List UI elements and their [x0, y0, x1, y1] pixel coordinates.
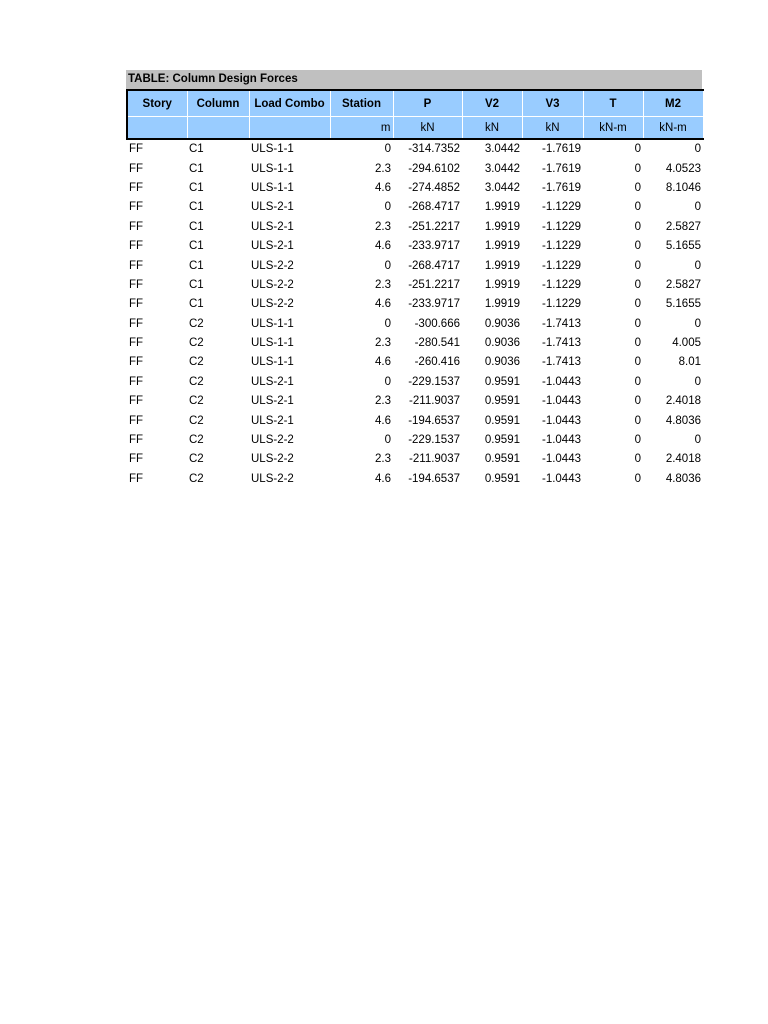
table-row: [127, 139, 703, 159]
header-station: Station: [330, 90, 393, 117]
unit-v2: kN: [462, 117, 522, 140]
cell-p: -233.9717: [408, 298, 460, 311]
cell-story: FF: [129, 220, 144, 233]
cell-story: FF: [129, 259, 144, 272]
cell-p: -294.6102: [408, 162, 460, 175]
cell-column: C2: [189, 414, 204, 427]
cell-station: 4.6: [375, 240, 391, 253]
cell-column: C1: [189, 240, 204, 253]
cell-p: -229.1537: [408, 375, 460, 388]
cell-station: 2.3: [375, 162, 391, 175]
table-row: [127, 179, 703, 198]
cell-t: 0: [634, 298, 641, 311]
cell-p: -274.4852: [408, 181, 460, 194]
cell-v3: -1.0443: [541, 453, 581, 466]
header-t: T: [583, 90, 643, 117]
cell-m2: 2.5827: [665, 278, 701, 291]
cell-v3: -1.1229: [541, 220, 581, 233]
cell-t: 0: [634, 414, 641, 427]
cell-column: C2: [189, 317, 204, 330]
cell-m2: 5.1655: [665, 240, 701, 253]
table-row: [127, 450, 703, 469]
cell-m2: 8.1046: [665, 181, 701, 194]
header-load-combo: Load Combo: [249, 90, 330, 117]
cell-v2: 0.9036: [484, 356, 520, 369]
cell-story: FF: [129, 356, 144, 369]
table-body: [127, 139, 703, 489]
cell-t: 0: [634, 337, 641, 350]
unit-p: kN: [393, 117, 462, 140]
cell-load-combo: ULS-1-1: [251, 356, 294, 369]
unit-m2: kN-m: [643, 117, 703, 140]
cell-column: C1: [189, 278, 204, 291]
cell-v2: 0.9591: [484, 375, 520, 388]
cell-station: 0: [384, 259, 391, 272]
table-title: TABLE: Column Design Forces: [126, 70, 702, 89]
cell-station: 4.6: [375, 472, 391, 485]
cell-v3: -1.1229: [541, 201, 581, 214]
cell-station: 2.3: [375, 453, 391, 466]
cell-p: -251.2217: [408, 220, 460, 233]
cell-column: C1: [189, 259, 204, 272]
table-row: [127, 392, 703, 411]
cell-t: 0: [634, 375, 641, 388]
cell-p: -300.666: [414, 317, 460, 330]
cell-load-combo: ULS-2-2: [251, 259, 294, 272]
cell-p: -194.6537: [408, 472, 460, 485]
cell-story: FF: [129, 201, 144, 214]
cell-load-combo: ULS-1-1: [251, 143, 294, 156]
table-row: [127, 411, 703, 430]
cell-v2: 0.9036: [484, 317, 520, 330]
cell-column: C1: [189, 143, 204, 156]
cell-station: 2.3: [375, 278, 391, 291]
unit-v3: kN: [522, 117, 583, 140]
cell-m2: 0: [694, 201, 701, 214]
cell-m2: 8.01: [678, 356, 701, 369]
cell-m2: 5.1655: [665, 298, 701, 311]
table-row: [127, 353, 703, 372]
cell-v3: -1.1229: [541, 259, 581, 272]
cell-v3: -1.7619: [541, 143, 581, 156]
spreadsheet-page: [126, 70, 702, 489]
cell-v2: 1.9919: [484, 201, 520, 214]
unit-column: [187, 117, 249, 140]
header-p: P: [393, 90, 462, 117]
cell-load-combo: ULS-1-1: [251, 162, 294, 175]
header-v3: V3: [522, 90, 583, 117]
cell-station: 4.6: [375, 298, 391, 311]
header-story: Story: [127, 90, 187, 117]
cell-story: FF: [129, 298, 144, 311]
table-row: [127, 431, 703, 450]
cell-v2: 0.9591: [484, 414, 520, 427]
table-header: [127, 90, 703, 139]
cell-t: 0: [634, 220, 641, 233]
cell-v2: 0.9591: [484, 434, 520, 447]
cell-p: -268.4717: [408, 259, 460, 272]
cell-load-combo: ULS-2-2: [251, 434, 294, 447]
cell-v3: -1.0443: [541, 434, 581, 447]
table-row: [127, 237, 703, 256]
cell-station: 0: [384, 317, 391, 330]
cell-t: 0: [634, 395, 641, 408]
cell-p: -194.6537: [408, 414, 460, 427]
cell-story: FF: [129, 143, 144, 156]
cell-load-combo: ULS-2-1: [251, 375, 294, 388]
cell-m2: 0: [694, 317, 701, 330]
cell-story: FF: [129, 453, 144, 466]
cell-column: C1: [189, 162, 204, 175]
cell-story: FF: [129, 317, 144, 330]
cell-story: FF: [129, 278, 144, 291]
cell-load-combo: ULS-2-1: [251, 414, 294, 427]
cell-v3: -1.1229: [541, 278, 581, 291]
cell-v2: 1.9919: [484, 259, 520, 272]
cell-column: C2: [189, 375, 204, 388]
cell-m2: 0: [694, 259, 701, 272]
cell-station: 0: [384, 375, 391, 388]
cell-story: FF: [129, 240, 144, 253]
cell-column: C1: [189, 220, 204, 233]
cell-p: -233.9717: [408, 240, 460, 253]
cell-m2: 4.8036: [665, 414, 701, 427]
cell-station: 0: [384, 201, 391, 214]
cell-t: 0: [634, 472, 641, 485]
cell-v2: 0.9036: [484, 337, 520, 350]
column-design-forces-table: [126, 89, 704, 489]
cell-v2: 0.9591: [484, 395, 520, 408]
cell-load-combo: ULS-1-1: [251, 181, 294, 194]
table-row: [127, 276, 703, 295]
table-row: [127, 198, 703, 217]
cell-m2: 4.005: [672, 337, 701, 350]
cell-m2: 0: [694, 143, 701, 156]
cell-t: 0: [634, 162, 641, 175]
unit-load-combo: [249, 117, 330, 140]
header-v2: V2: [462, 90, 522, 117]
cell-t: 0: [634, 143, 641, 156]
cell-load-combo: ULS-2-2: [251, 472, 294, 485]
cell-column: C2: [189, 434, 204, 447]
cell-m2: 2.5827: [665, 220, 701, 233]
cell-v2: 3.0442: [484, 143, 520, 156]
cell-story: FF: [129, 181, 144, 194]
cell-station: 2.3: [375, 337, 391, 350]
table-row: [127, 315, 703, 334]
cell-v2: 1.9919: [484, 220, 520, 233]
cell-m2: 2.4018: [665, 395, 701, 408]
cell-load-combo: ULS-1-1: [251, 317, 294, 330]
cell-p: -211.9037: [409, 395, 460, 408]
cell-t: 0: [634, 201, 641, 214]
table-row: [127, 159, 703, 178]
cell-story: FF: [129, 337, 144, 350]
cell-load-combo: ULS-2-1: [251, 395, 294, 408]
header-m2: M2: [643, 90, 703, 117]
cell-story: FF: [129, 162, 144, 175]
cell-v3: -1.0443: [541, 414, 581, 427]
cell-load-combo: ULS-1-1: [251, 337, 294, 350]
cell-t: 0: [634, 240, 641, 253]
table-row: [127, 295, 703, 314]
cell-column: C2: [189, 337, 204, 350]
cell-t: 0: [634, 317, 641, 330]
cell-story: FF: [129, 472, 144, 485]
cell-station: 0: [384, 143, 391, 156]
cell-v2: 0.9591: [484, 453, 520, 466]
cell-v2: 1.9919: [484, 298, 520, 311]
cell-station: 0: [384, 434, 391, 447]
table-row: [127, 334, 703, 353]
cell-column: C2: [189, 356, 204, 369]
cell-v2: 1.9919: [484, 240, 520, 253]
cell-load-combo: ULS-2-1: [251, 240, 294, 253]
cell-p: -211.9037: [409, 453, 460, 466]
cell-story: FF: [129, 395, 144, 408]
header-units-row: [127, 117, 703, 140]
unit-story: [127, 117, 187, 140]
cell-v3: -1.1229: [541, 240, 581, 253]
cell-load-combo: ULS-2-1: [251, 201, 294, 214]
cell-column: C1: [189, 201, 204, 214]
cell-t: 0: [634, 356, 641, 369]
cell-v3: -1.0443: [541, 395, 581, 408]
cell-p: -251.2217: [408, 278, 460, 291]
cell-m2: 0: [694, 434, 701, 447]
unit-t: kN-m: [583, 117, 643, 140]
cell-m2: 4.8036: [665, 472, 701, 485]
cell-load-combo: ULS-2-2: [251, 298, 294, 311]
cell-p: -314.7352: [408, 143, 460, 156]
cell-t: 0: [634, 434, 641, 447]
cell-column: C2: [189, 472, 204, 485]
cell-load-combo: ULS-2-1: [251, 220, 294, 233]
cell-station: 4.6: [375, 181, 391, 194]
cell-m2: 2.4018: [665, 453, 701, 466]
cell-p: -229.1537: [408, 434, 460, 447]
cell-v3: -1.1229: [541, 298, 581, 311]
table-row: [127, 470, 703, 489]
table-row: [127, 256, 703, 275]
cell-column: C2: [189, 453, 204, 466]
cell-column: C1: [189, 298, 204, 311]
table-row: [127, 373, 703, 392]
table-row: [127, 218, 703, 237]
cell-p: -280.541: [414, 337, 460, 350]
cell-v2: 1.9919: [484, 278, 520, 291]
cell-load-combo: ULS-2-2: [251, 278, 294, 291]
cell-story: FF: [129, 375, 144, 388]
cell-v2: 0.9591: [484, 472, 520, 485]
cell-station: 4.6: [375, 414, 391, 427]
cell-v3: -1.7413: [541, 356, 581, 369]
cell-t: 0: [634, 259, 641, 272]
cell-station: 2.3: [375, 395, 391, 408]
cell-v2: 3.0442: [484, 181, 520, 194]
cell-v3: -1.7619: [541, 181, 581, 194]
header-names-row: [127, 90, 703, 117]
cell-story: FF: [129, 434, 144, 447]
cell-v3: -1.0443: [541, 472, 581, 485]
cell-v3: -1.0443: [541, 375, 581, 388]
cell-t: 0: [634, 278, 641, 291]
cell-t: 0: [634, 181, 641, 194]
cell-v3: -1.7413: [541, 337, 581, 350]
cell-m2: 0: [694, 375, 701, 388]
cell-story: FF: [129, 414, 144, 427]
cell-station: 4.6: [375, 356, 391, 369]
cell-v2: 3.0442: [484, 162, 520, 175]
header-column: Column: [187, 90, 249, 117]
unit-station: m: [330, 117, 393, 140]
cell-column: C2: [189, 395, 204, 408]
cell-v3: -1.7413: [541, 317, 581, 330]
cell-p: -260.416: [414, 356, 460, 369]
cell-m2: 4.0523: [665, 162, 701, 175]
cell-column: C1: [189, 181, 204, 194]
cell-p: -268.4717: [408, 201, 460, 214]
cell-load-combo: ULS-2-2: [251, 453, 294, 466]
cell-v3: -1.7619: [541, 162, 581, 175]
cell-station: 2.3: [375, 220, 391, 233]
cell-t: 0: [634, 453, 641, 466]
